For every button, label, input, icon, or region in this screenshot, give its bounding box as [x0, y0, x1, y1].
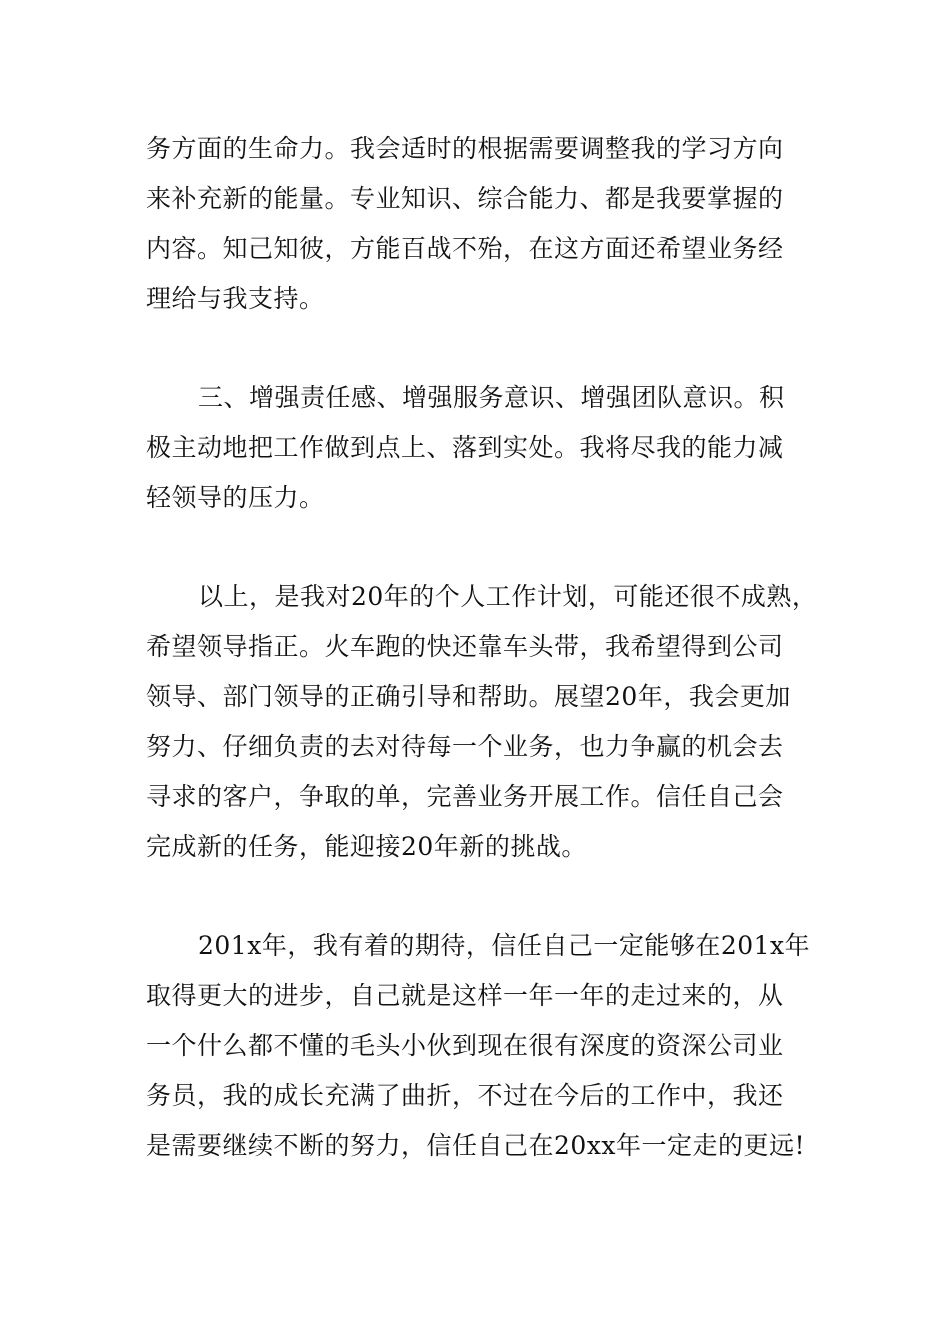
paragraph-line: 完成新的任务，能迎接20年新的挑战。	[146, 832, 587, 861]
paragraph-line: 内容。知己知彼，方能百战不殆，在这方面还希望业务经	[146, 234, 784, 263]
paragraph-line: 极主动地把工作做到点上、落到实处。我将尽我的能力减	[146, 433, 784, 462]
paragraph-line: 务方面的生命力。我会适时的根据需要调整我的学习方向	[146, 134, 784, 163]
paragraph-line: 理给与我支持。	[146, 284, 325, 313]
paragraph-line: 轻领导的压力。	[146, 483, 325, 512]
paragraph-line: 寻求的客户，争取的单，完善业务开展工作。信任自己会	[146, 782, 784, 811]
paragraph-line: 努力、仔细负责的去对待每一个业务，也力争赢的机会去	[146, 732, 784, 761]
paragraph-line: 来补充新的能量。专业知识、综合能力、都是我要掌握的	[146, 184, 784, 213]
paragraph-line: 三、增强责任感、增强服务意识、增强团队意识。积	[198, 383, 785, 412]
paragraph-line: 以上，是我对20年的个人工作计划，可能还很不成熟，	[198, 582, 818, 611]
paragraph-line: 希望领导指正。火车跑的快还靠车头带，我希望得到公司	[146, 632, 784, 661]
paragraph-line: 201x年，我有着的期待，信任自己一定能够在201x年	[198, 931, 811, 960]
paragraph-line: 务员，我的成长充满了曲折，不过在今后的工作中，我还	[146, 1081, 784, 1110]
paragraph-line: 领导、部门领导的正确引导和帮助。展望20年，我会更加	[146, 682, 791, 711]
paragraph-line: 取得更大的进步，自己就是这样一年一年的走过来的，从	[146, 981, 784, 1010]
paragraph-line: 一个什么都不懂的毛头小伙到现在很有深度的资深公司业	[146, 1031, 784, 1060]
paragraph-line: 是需要继续不断的努力，信任自己在20xx年一定走的更远!	[146, 1131, 806, 1160]
